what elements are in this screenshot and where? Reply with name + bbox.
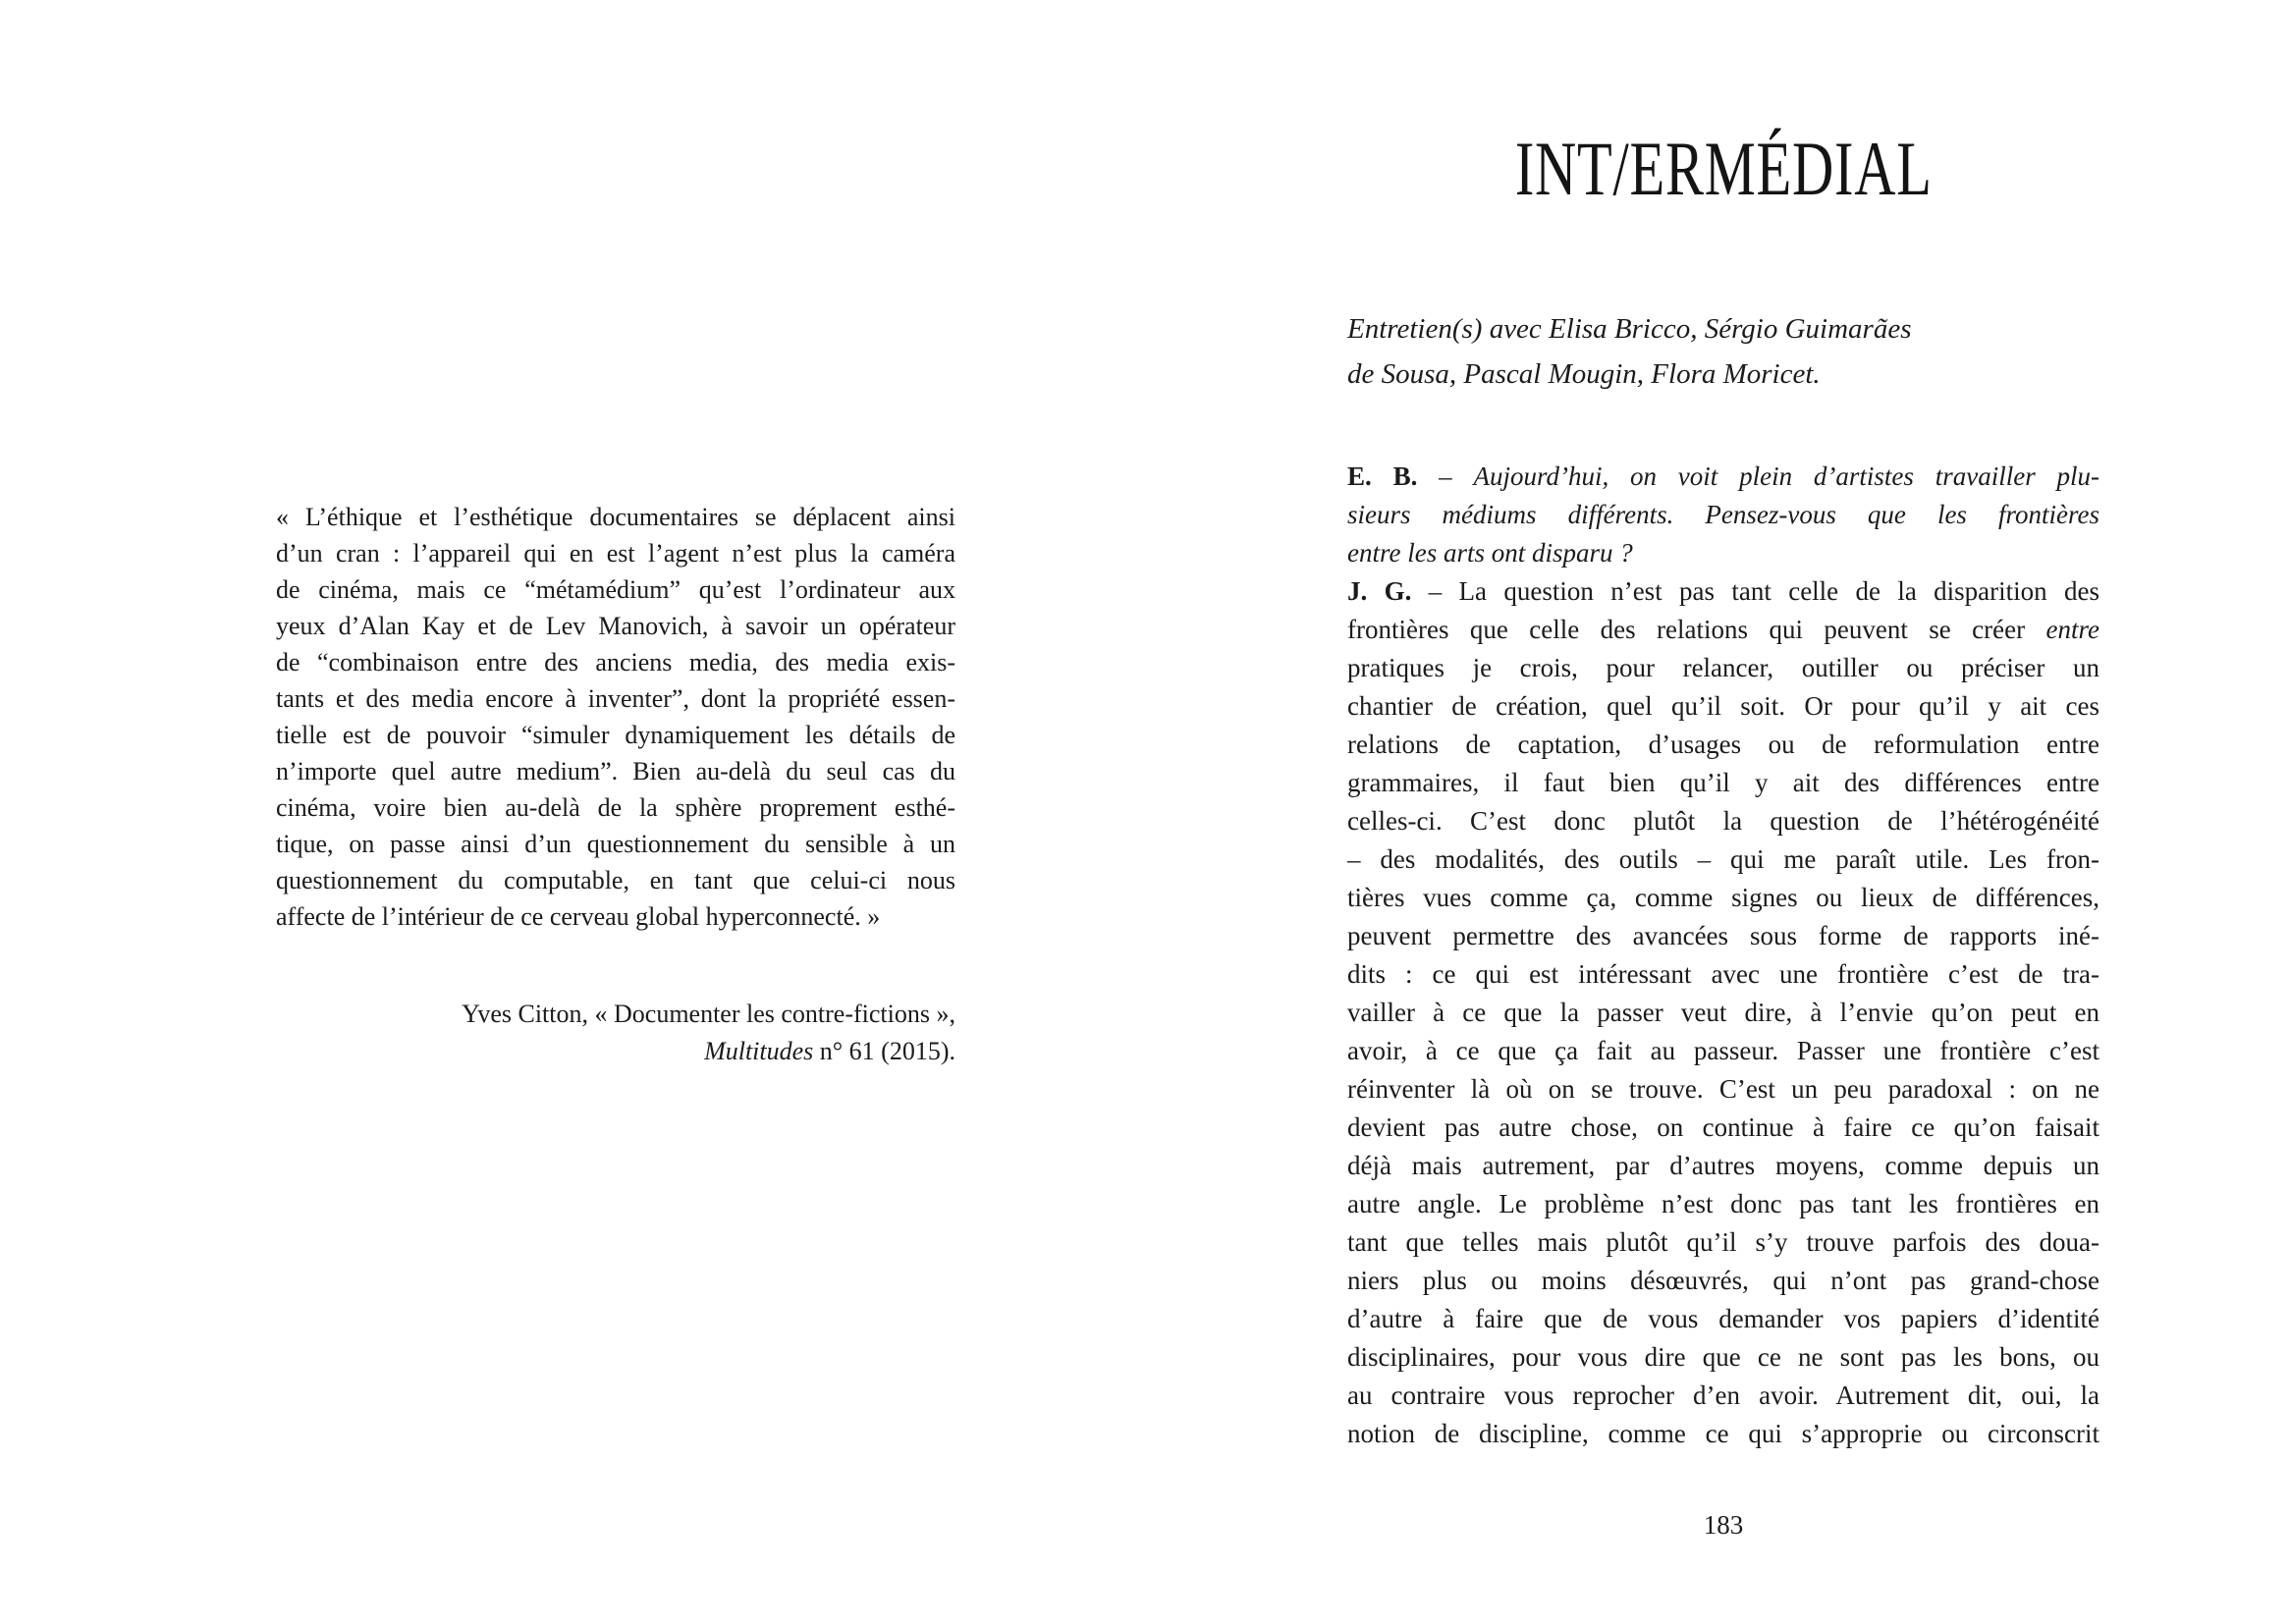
text-line: tant que telles mais plutôt qu’il s’y trouve parfois des doua- [1347, 1227, 2099, 1257]
text-line: vailler à ce que la passer veut dire, à l’envie qu’on peut en [1347, 998, 2099, 1027]
text-line: Yves Citton, « Documenter les contre-fictions », [462, 1000, 955, 1028]
text-line: chantier de création, quel qu’il soit. Or pour qu’il y ait ces [1347, 691, 2099, 721]
text-line: cinéma, voire bien au-delà de la sphère proprement esthé- [276, 793, 955, 822]
text-line: niers plus ou moins désœuvrés, qui n’ont pas grand-chose [1347, 1266, 2099, 1295]
text-line: sieurs médiums différents. Pensez-vous que les frontières [1347, 500, 2099, 529]
text-line: devient pas autre chose, on continue à faire ce qu’on faisait [1347, 1112, 2099, 1142]
text-line: pratiques je crois, pour relancer, outiller ou préciser un [1347, 653, 2099, 682]
text-line: tières vues comme ça, comme signes ou lieux de différences, [1347, 883, 2099, 912]
text-line: au contraire vous reprocher d’en avoir. Autrement dit, oui, la [1347, 1380, 2099, 1410]
text-line: grammaires, il faut bien qu’il y ait des différences entre [1347, 768, 2099, 797]
text-line: disciplinaires, pour vous dire que ce ne sont pas les bons, ou [1347, 1342, 2099, 1372]
interview-subtitle [1347, 306, 2099, 397]
text-line: E. B. – Aujourd’hui, on voit plein d’artistes travailler plu- [1347, 461, 2099, 491]
text-line: autre angle. Le problème n’est donc pas tant les frontières en [1347, 1189, 2099, 1218]
text-line: frontières que celle des relations qui peuvent se créer entre [1347, 615, 2099, 644]
quote-attribution [276, 996, 955, 1070]
text-line: d’autre à faire que de vous demander vos papiers d’identité [1347, 1304, 2099, 1333]
text-line: Multitudes n° 61 (2015). [704, 1037, 955, 1065]
text-line: celles-ci. C’est donc plutôt la question de l’hétérogénéité [1347, 806, 2099, 836]
text-line: déjà mais autrement, par d’autres moyens, comme depuis un [1347, 1151, 2099, 1180]
text-line: « L’éthique et l’esthétique documentaires se déplacent ainsi [276, 503, 955, 531]
text-line: tants et des media encore à inventer”, dont la propriété essen- [276, 684, 955, 713]
text-line: réinventer là où on se trouve. C’est un peu paradoxal : on ne [1347, 1074, 2099, 1104]
text-line: d’un cran : l’appareil qui en est l’agent n’est plus la caméra [276, 539, 955, 568]
text-line: de Sousa, Pascal Mougin, Flora Moricet. [1347, 358, 1821, 390]
text-line: tique, on passe ainsi d’un questionnement du sensible à un [276, 830, 955, 858]
text-line: dits : ce qui est intéressant avec une frontière c’est de tra- [1347, 959, 2099, 989]
text-line: questionnement du computable, en tant que celui-ci nous [276, 866, 955, 894]
text-line: relations de captation, d’usages ou de reformulation entre [1347, 730, 2099, 759]
text-line: entre les arts ont disparu ? [1347, 538, 1633, 568]
text-line: n’importe quel autre medium”. Bien au-delà du seul cas du [276, 757, 955, 785]
interview-body [1347, 458, 2099, 1453]
text-line: de cinéma, mais ce “métamédium” qu’est l’ordinateur aux [276, 575, 955, 604]
text-line: tielle est de pouvoir “simuler dynamiquement les détails de [276, 721, 955, 749]
text-line: yeux d’Alan Kay et de Lev Manovich, à savoir un opérateur [276, 612, 955, 640]
quote-block [276, 499, 955, 935]
text-line: J. G. – La question n’est pas tant celle de la disparition des [1347, 576, 2099, 606]
text-line: Entretien(s) avec Elisa Bricco, Sérgio Guimarães [1347, 313, 1912, 345]
text-line: avoir, à ce que ça fait au passeur. Passer une frontière c’est [1347, 1036, 2099, 1065]
chapter-title [1347, 126, 2099, 234]
text-line: peuvent permettre des avancées sous forme de rapports iné- [1347, 921, 2099, 950]
page-number: 183 [1703, 1510, 1744, 1540]
text-line: affecte de l’intérieur de ce cerveau global hyperconnecté. » [276, 902, 881, 931]
text-line: de “combinaison entre des anciens media, des media exis- [276, 648, 955, 677]
text-line: notion de discipline, comme ce qui s’approprie ou circonscrit [1347, 1419, 2099, 1448]
chapter-title-text: INT/ERMÉDIAL [1514, 126, 1933, 211]
text-line: – des modalités, des outils – qui me paraît utile. Les fron- [1347, 844, 2099, 874]
